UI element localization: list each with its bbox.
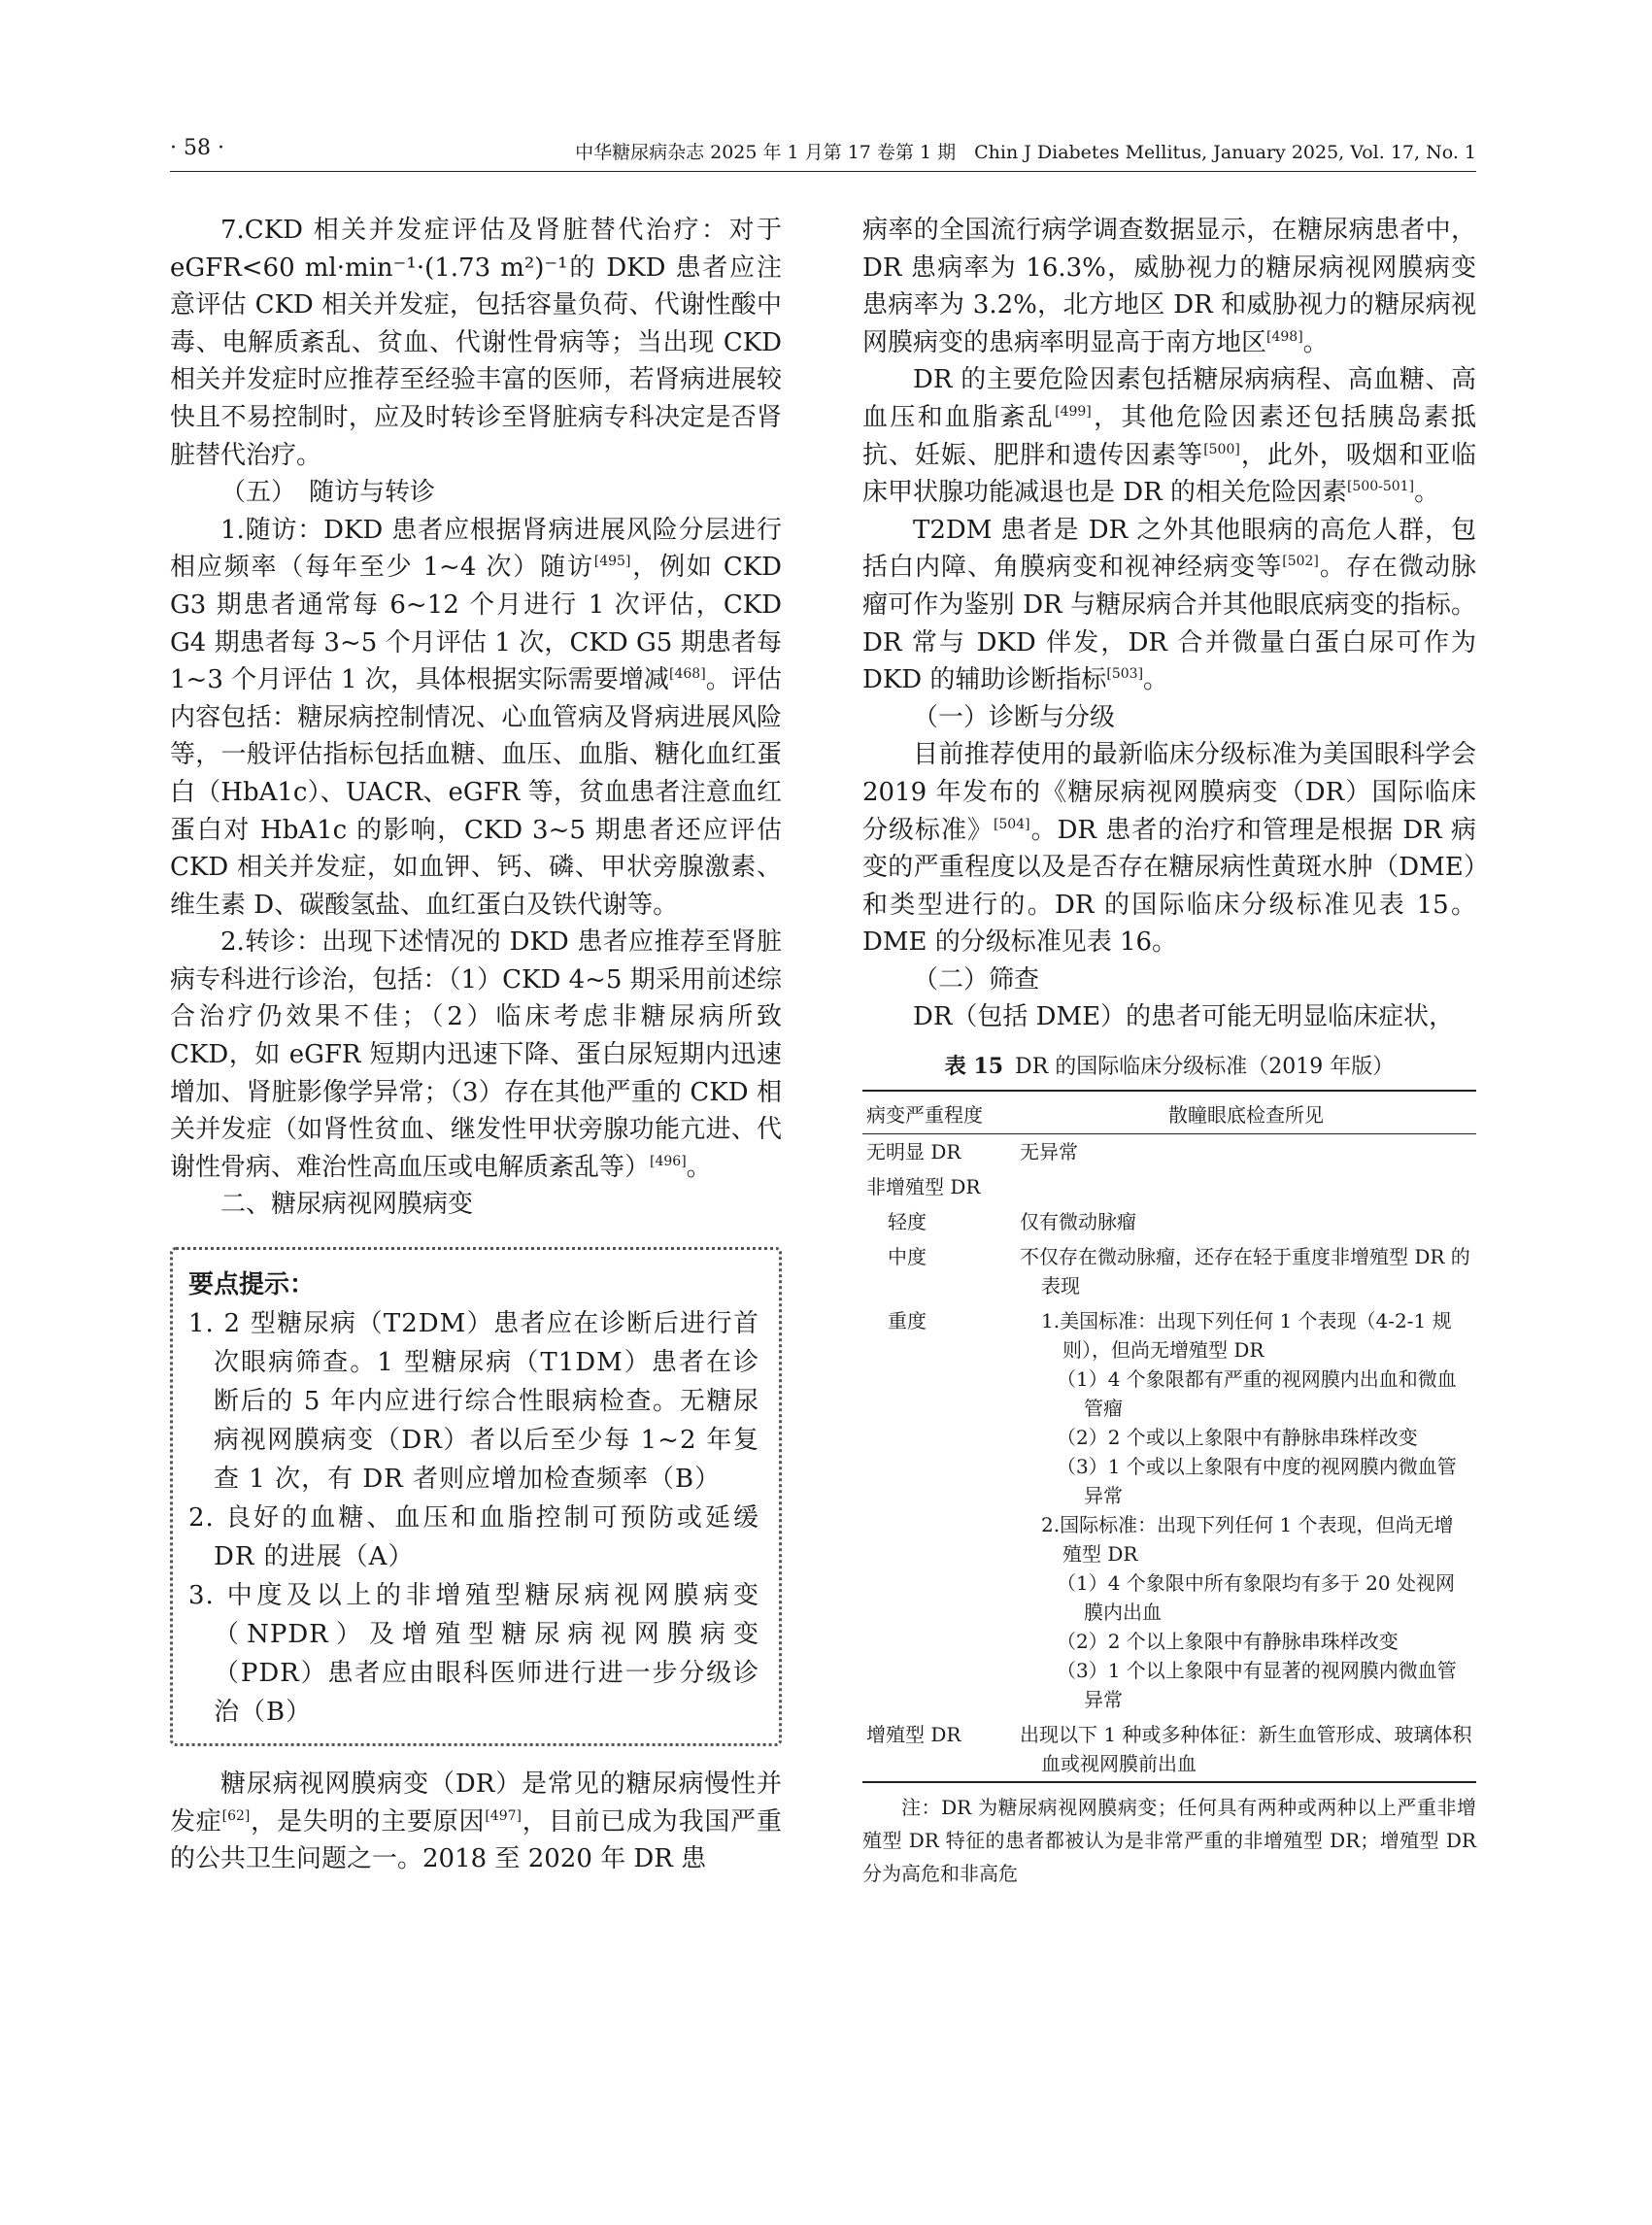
table-row: 增殖型 DR 出现以下 1 种或多种体征：新生血管形成、玻璃体积血或视网膜前出血 — [866, 1723, 1472, 1776]
key-point-item: 2. 良好的血糖、血压和血脂控制可预防或延缓 DR 的进展（A） — [188, 1503, 759, 1572]
table-row: 无明显 DR 无异常 — [866, 1140, 1078, 1164]
table-row: 非增殖型 DR — [866, 1175, 981, 1199]
table-note: 注：DR 为糖尿病视网膜病变；任何具有两种或两种以上严重非增殖型 DR 特征的患者都被认为是非常严重的非增殖型 DR；增殖型 DR 分为高危和非高危 — [862, 1796, 1476, 1886]
citation-500-501[interactable]: [500-501] — [1346, 479, 1415, 495]
journal-citation: 中华糖尿病杂志 2025 年 1 月第 17 卷第 1 期 Chin J Diabetes Mellitus, January 2025, Vol. 17, No. 1 — [575, 142, 1476, 163]
international-standard: 2.国际标准：出现下列任何 1 个表现，但尚无增殖型 DR — [1041, 1513, 1454, 1567]
citation-495[interactable]: [495] — [593, 554, 631, 570]
col-header-findings: 散瞳眼底检查所见 — [1016, 1091, 1476, 1134]
citation-502[interactable]: [502] — [1282, 554, 1319, 570]
table-row: 重度 1.美国标准：出现下列任何 1 个表现（4-2-1 规则），但尚无增殖型 DR （1）4 个象限都有严重的视网膜内出血和微血管瘤 （2）2 个或以上象限中有静脉串珠样改变 （3）1 个或以上象限有中度的视网膜内微血管异常 2.国际标准：出现下列任何 1 个表现，但尚无增殖型 DR （1）4 个象限中所有象限均有多于 20 处视网膜内出血 （2）2 个以上象限中有静脉串珠样改变 （3）1 个以上象限中有显著的视网膜内微血管异常 — [862, 1303, 1476, 1717]
citation-496[interactable]: [496] — [650, 1153, 687, 1169]
citation-500[interactable]: [500] — [1203, 441, 1240, 457]
section-heading-screening: （二）筛查 — [913, 964, 1040, 995]
citation-499[interactable]: [499] — [1055, 403, 1092, 420]
paragraph-dr-risk-factors: DR 的主要危险因素包括糖尿病病程、高血糖、高血压和血脂紊乱[499]，其他危险因素还包括胰岛素抵抗、妊娠、肥胖和遗传因素等[500]，此外，吸烟和亚临床甲状腺功能减退也是 DR 的相关危险因素[500-501]。 — [862, 365, 1476, 508]
table-title: DR 的国际临床分级标准（2019 年版） — [1015, 1055, 1395, 1080]
page-number: · 58 · — [170, 136, 224, 160]
key-points-title: 要点提示： — [188, 1270, 316, 1300]
paragraph-classification: 目前推荐使用的最新临床分级标准为美国眼科学会 2019 年发布的《糖尿病视网膜病变（DR）国际临床分级标准》[504]。DR 患者的治疗和管理是根据 DR 病变的严重程度以及是否存在糖尿病性黄斑水肿（DME）和类型进行的。DR 的国际临床分级标准见表 15。DME 的分级标准见表 16。 — [862, 740, 1476, 958]
paragraph-followup: 1.随访：DKD 患者应根据肾病进展风险分层进行相应频率（每年至少 1~4 次）随访[495]，例如 CKD G3 期患者通常每 6~12 个月进行 1 次评估，CKD G4 期患者每 3~5 个月评估 1 次，CKD G5 期患者每 1~3 个月评估 1 次，具体根据实际需要增减[468]。评估内容包括：糖尿病控制情况、心血管病及肾病进展风险等，一般评估指标包括血糖、血压、血脂、糖化血红蛋白（HbA1c）、UACR、eGFR 等，贫血患者注意血红蛋白对 HbA1c 的影响，CKD 3~5 期患者还应评估 CKD 相关并发症，如血钾、钙、磷、甲状旁腺激素、维生素 D、碳酸氢盐、血红蛋白及铁代谢等。 — [170, 515, 782, 920]
section-heading-diagnosis: （一）诊断与分级 — [913, 702, 1116, 732]
us-standard: 1.美国标准：出现下列任何 1 个表现（4-2-1 规则），但尚无增殖型 DR — [1041, 1309, 1452, 1363]
citation-498[interactable]: [498] — [1266, 328, 1303, 345]
col-header-severity: 病变严重程度 — [862, 1091, 1016, 1134]
section-heading-followup: （五） 随访与转诊 — [220, 478, 436, 508]
key-point-item: 3. 中度及以上的非增殖型糖尿病视网膜病变（NPDR）及增殖型糖尿病视网膜病变（PDR）患者应由眼科医师进行进一步分级诊治（B） — [188, 1581, 759, 1728]
section-heading-dr: 二、糖尿病视网膜病变 — [220, 1190, 474, 1220]
table-label: 表 15 — [944, 1054, 1004, 1080]
table-header-row — [862, 1091, 1476, 1134]
paragraph-screening: DR（包括 DME）的患者可能无明显临床症状， — [913, 1002, 1455, 1032]
paragraph-dr-intro: 糖尿病视网膜病变（DR）是常见的糖尿病慢性并发症[62]，是失明的主要原因[497]，目前已成为我国严重的公共卫生问题之一。2018 至 2020 年 DR 患 — [170, 1770, 782, 1874]
table-caption — [862, 1050, 1476, 1080]
key-point-item: 1. 2 型糖尿病（T2DM）患者应在诊断后进行首次眼病筛查。1 型糖尿病（T1DM）患者在诊断后的 5 年内应进行综合性眼病检查。无糖尿病视网膜病变（DR）者以后至少每 1~2 年复查 1 次，有 DR 者则应增加检查频率（B） — [188, 1309, 759, 1495]
running-header — [170, 132, 1476, 172]
right-column — [862, 212, 1476, 1909]
citation-62[interactable]: [62] — [221, 1807, 251, 1824]
citation-468[interactable]: [468] — [669, 666, 706, 683]
key-points-box — [170, 1247, 782, 1746]
table-row: 轻度 仅有微动脉瘤 — [888, 1210, 1136, 1234]
citation-504[interactable]: [504] — [993, 816, 1030, 832]
left-column — [170, 212, 782, 1878]
dr-classification-table — [862, 1090, 1476, 1783]
paragraph-other-eye-disease: T2DM 患者是 DR 之外其他眼病的高危人群，包括白内障、角膜病变和视神经病变等[502]。存在微动脉瘤可作为鉴别 DR 与糖尿病合并其他眼底病变的指标。DR 常与 DKD 伴发，DR 合并微量白蛋白尿可作为 DKD 的辅助诊断指标[503]。 — [862, 515, 1476, 695]
paragraph-referral: 2.转诊：出现下述情况的 DKD 患者应推荐至肾脏病专科进行诊治，包括：（1）CKD 4~5 期采用前述综合治疗仍效果不佳；（2）临床考虑非糖尿病所致 CKD，如 eGFR 短期内迅速下降、蛋白尿短期内迅速增加、肾脏影像学异常；（3）存在其他严重的 CKD 相关并发症（如肾性贫血、继发性甲状旁腺功能亢进、代谢性骨病、难治性高血压或电解质紊乱等）[496]。 — [170, 927, 782, 1182]
paragraph-dr-prevalence: 病率的全国流行病学调查数据显示，在糖尿病患者中，DR 患病率为 16.3%，威胁视力的糖尿病视网膜病变患病率为 3.2%，北方地区 DR 和威胁视力的糖尿病视网膜病变的患病率明显高于南方地区[498]。 — [862, 216, 1476, 357]
citation-503[interactable]: [503] — [1106, 666, 1144, 683]
table-row: 中度 不仅存在微动脉瘤，还存在轻于重度非增殖型 DR 的表现 — [888, 1245, 1470, 1298]
citation-497[interactable]: [497] — [485, 1807, 522, 1824]
paragraph-ckd-complications: 7.CKD 相关并发症评估及肾脏替代治疗：对于 eGFR<60 ml·min⁻¹·(1.73 m²)⁻¹的 DKD 患者应注意评估 CKD 相关并发症，包括容量负荷、代谢性酸中毒、电解质紊乱、贫血、代谢性骨病等；当出现 CKD 相关并发症时应推荐至经验丰富的医师，若肾病进展较快且不易控制时，应及时转诊至肾脏病专科决定是否肾脏替代治疗。 — [170, 216, 782, 470]
